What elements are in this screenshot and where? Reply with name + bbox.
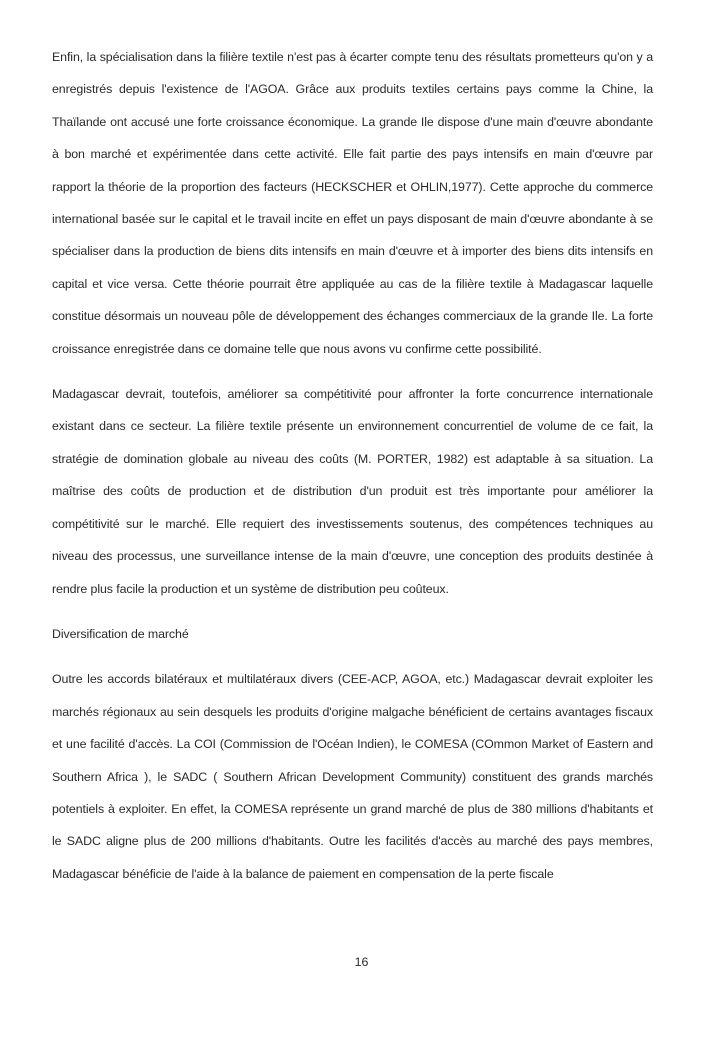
document-body	[52, 41, 653, 890]
paragraph-textile-specialisation: Enfin, la spécialisation dans la filière textile n'est pas à écarter compte tenu des résultats prometteurs qu'on y a enregistrés depuis l'existence de l'AGOA. Grâce aux produits textiles certains pays comme la Chine, la Thaïlande ont accusé une forte croissance économique. La grande Ile dispose d'une main d'œuvre abondante à bon marché et expérimentée dans cette activité. Elle fait partie des pays intensifs en main d'œuvre par rapport la théorie de la proportion des facteurs (HECKSCHER et OHLIN,1977). Cette approche du commerce international basée sur le capital et le travail incite en effet un pays disposant de main d'œuvre abondante à se spécialiser dans la production de biens dits intensifs en main d'œuvre et à importer des biens dits intensifs en capital et vice versa. Cette théorie pourrait être appliquée au cas de la filière textile à Madagascar laquelle constitue désormais un nouveau pôle de développement des échanges commerciaux de la grande Ile. La forte croissance enregistrée dans ce domaine telle que nous avons vu confirme cette possibilité.	[52, 50, 653, 356]
section-heading: Diversification de marché	[52, 626, 189, 641]
paragraph-competitiveness: Madagascar devrait, toutefois, améliorer sa compétitivité pour affronter la forte concurrence internationale existant dans ce secteur. La filière textile présente un environnement concurrentiel de volume de ce fait, la stratégie de domination globale au niveau des coûts (M. PORTER, 1982) est adaptable à sa situation. La maîtrise des coûts de production et de distribution d'un produit est très importante pour améliorer la compétitivité sur le marché. Elle requiert des investissements soutenus, des compétences techniques au niveau des processus, une surveillance intense de la main d'œuvre, une conception des produits destinée à rendre plus facile la production et un système de distribution peu coûteux.	[52, 387, 653, 596]
page-number: 16	[354, 955, 369, 969]
paragraph-market-diversification: Outre les accords bilatéraux et multilatéraux divers (CEE-ACP, AGOA, etc.) Madagascar devrait exploiter les marchés régionaux au sein desquels les produits d'origine malgache bénéficient de certains avantages fiscaux et une facilité d'accès. La COI (Commission de l'Océan Indien), le COMESA (COmmon Market of Eastern and Southern Africa ), le SADC ( Southern African Development Community) constituent des grands marchés potentiels à exploiter. En effet, la COMESA représente un grand marché de plus de 380 millions d'habitants et le SADC aligne plus de 200 millions d'habitants. Outre les facilités d'accès au marché des pays membres, Madagascar bénéficie de l'aide à la balance de paiement en compensation de la perte fiscale	[52, 672, 653, 881]
